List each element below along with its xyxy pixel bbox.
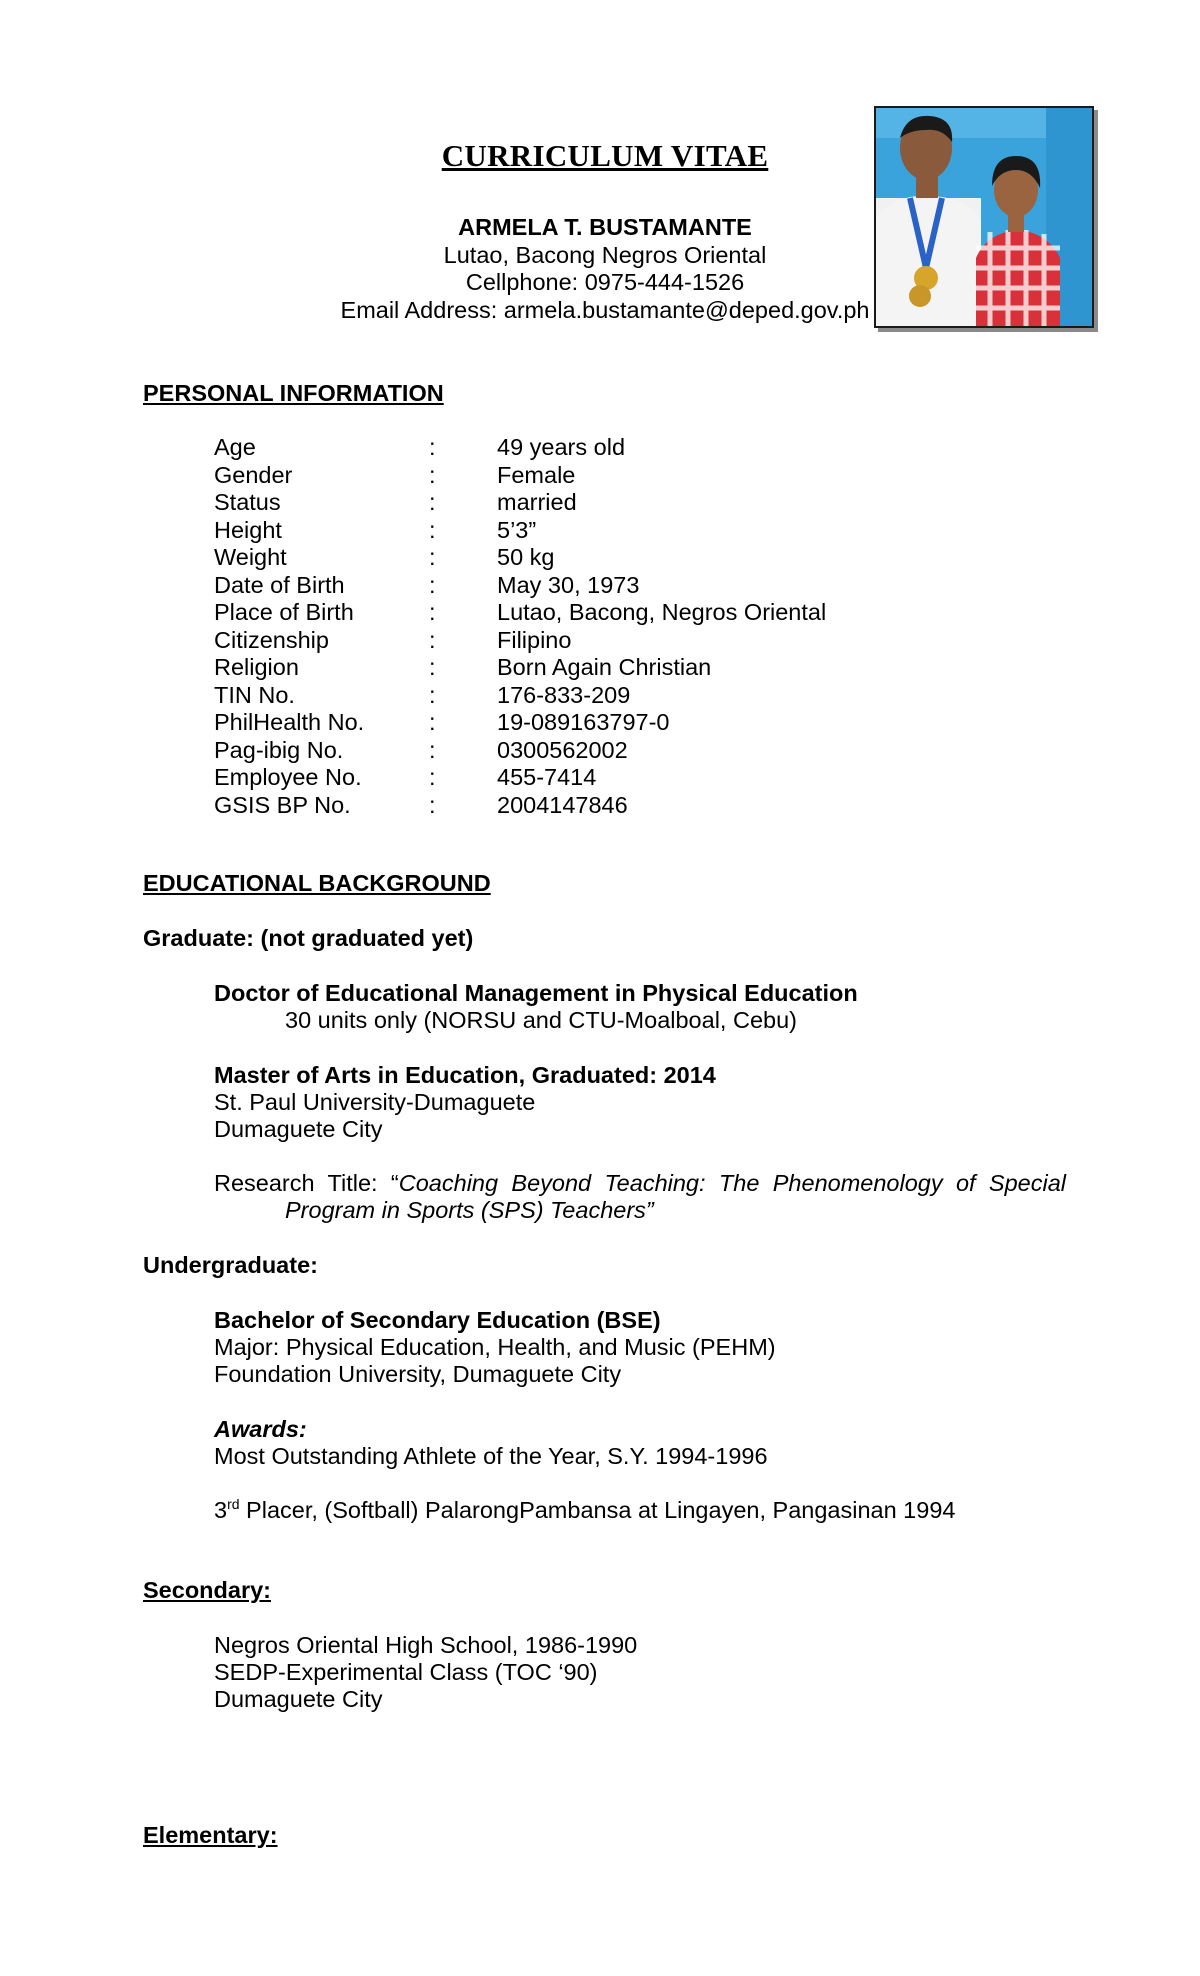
award-place-number: 3: [214, 1497, 228, 1523]
masters-degree-title: Master of Arts in Education, Graduated: 2014: [214, 1062, 716, 1088]
table-row: [214, 489, 826, 517]
info-label: TIN No.: [214, 681, 295, 708]
info-value: May 30, 1973: [497, 571, 640, 598]
educational-background-heading: EDUCATIONAL BACKGROUND: [143, 870, 491, 896]
info-value: Lutao, Bacong, Negros Oriental: [497, 599, 827, 625]
info-separator: :: [429, 571, 436, 598]
research-label: Research Title: “: [214, 1170, 399, 1196]
info-label: Pag-ibig No.: [214, 736, 344, 763]
info-value: 2004147846: [497, 791, 628, 818]
table-row: [214, 434, 826, 462]
research-title-text: Coaching Beyond Teaching: The Phenomenology of Special: [398, 1170, 1066, 1196]
info-value: 176-833-209: [497, 681, 631, 708]
award-place-suffix: rd: [227, 1496, 240, 1513]
info-label: Date of Birth: [214, 571, 345, 598]
info-separator: :: [429, 654, 436, 680]
info-value: 455-7414: [497, 764, 597, 790]
profile-photo: [874, 106, 1094, 328]
info-label: Weight: [214, 544, 287, 570]
table-row: [214, 572, 826, 600]
table-row: [214, 627, 826, 655]
info-separator: :: [429, 736, 436, 763]
table-row: [214, 682, 826, 710]
masters-school: St. Paul University-Dumaguete: [214, 1089, 536, 1115]
elementary-heading: Elementary:: [143, 1822, 278, 1848]
personal-information-heading: PERSONAL INFORMATION: [143, 380, 444, 406]
secondary-city: Dumaguete City: [214, 1686, 383, 1712]
email-address: Email Address: armela.bustamante@deped.gov.ph: [340, 296, 870, 323]
info-value: 0300562002: [497, 736, 628, 763]
person-name: ARMELA T. BUSTAMANTE: [458, 214, 752, 240]
masters-city: Dumaguete City: [214, 1116, 383, 1142]
award-item: [214, 1497, 955, 1525]
info-label: Gender: [214, 461, 293, 488]
doctor-degree-title: Doctor of Educational Management in Physical Education: [214, 980, 858, 1006]
secondary-heading: Secondary:: [143, 1577, 271, 1603]
info-separator: :: [429, 709, 436, 735]
bachelor-degree-title: Bachelor of Secondary Education (BSE): [214, 1307, 661, 1333]
personal-info-table: [214, 434, 826, 819]
info-separator: :: [429, 489, 436, 515]
table-row: [214, 654, 826, 682]
table-row: [214, 517, 826, 545]
info-label: GSIS BP No.: [214, 791, 351, 818]
info-separator: :: [429, 461, 436, 488]
bachelor-major: Major: Physical Education, Health, and Music (PEHM): [214, 1334, 776, 1360]
info-separator: :: [429, 791, 436, 818]
info-label: Status: [214, 489, 281, 515]
info-separator: :: [429, 544, 436, 570]
table-row: [214, 792, 826, 820]
awards-heading: Awards:: [214, 1416, 307, 1442]
doctor-degree-detail: 30 units only (NORSU and CTU-Moalboal, Cebu): [285, 1007, 797, 1033]
table-row: [214, 709, 826, 737]
info-separator: :: [429, 599, 436, 625]
cellphone: Cellphone: 0975-444-1526: [465, 269, 745, 295]
page-title: CURRICULUM VITAE: [441, 138, 769, 173]
info-value: Female: [497, 461, 576, 488]
info-separator: :: [429, 434, 436, 460]
award-item: Most Outstanding Athlete of the Year, S.Y. 1994-1996: [214, 1443, 768, 1469]
table-row: [214, 737, 826, 765]
header-contact: [300, 214, 910, 324]
info-label: PhilHealth No.: [214, 709, 365, 735]
info-value: married: [497, 489, 577, 515]
info-label: Citizenship: [214, 626, 329, 653]
info-label: Place of Birth: [214, 599, 354, 625]
research-title-line2: Program in Sports (SPS) Teachers”: [285, 1197, 654, 1223]
info-value: 50 kg: [497, 544, 555, 570]
info-separator: :: [429, 516, 436, 543]
info-separator: :: [429, 764, 436, 790]
profile-photo-illustration: [876, 108, 1092, 326]
info-value: 19-089163797-0: [497, 709, 670, 735]
research-title-line1: [214, 1170, 1066, 1198]
info-separator: :: [429, 681, 436, 708]
info-value: 49 years old: [497, 434, 626, 460]
bachelor-school: Foundation University, Dumaguete City: [214, 1361, 622, 1387]
secondary-class: SEDP-Experimental Class (TOC ‘90): [214, 1659, 598, 1685]
address: Lutao, Bacong Negros Oriental: [443, 241, 767, 268]
table-row: [214, 599, 826, 627]
info-label: Height: [214, 516, 282, 543]
graduate-heading: Graduate: (not graduated yet): [143, 925, 474, 951]
info-label: Religion: [214, 654, 299, 680]
table-row: [214, 462, 826, 490]
undergraduate-heading: Undergraduate:: [143, 1252, 318, 1278]
table-row: [214, 764, 826, 792]
info-value: Filipino: [497, 626, 572, 653]
info-value: Born Again Christian: [497, 654, 712, 680]
table-row: [214, 544, 826, 572]
award-place-text: Placer, (Softball) PalarongPambansa at Lingayen, Pangasinan 1994: [239, 1497, 956, 1523]
info-label: Age: [214, 434, 256, 460]
info-value: 5’3”: [497, 516, 537, 543]
info-label: Employee No.: [214, 764, 362, 790]
secondary-school: Negros Oriental High School, 1986-1990: [214, 1632, 638, 1658]
info-separator: :: [429, 626, 436, 653]
